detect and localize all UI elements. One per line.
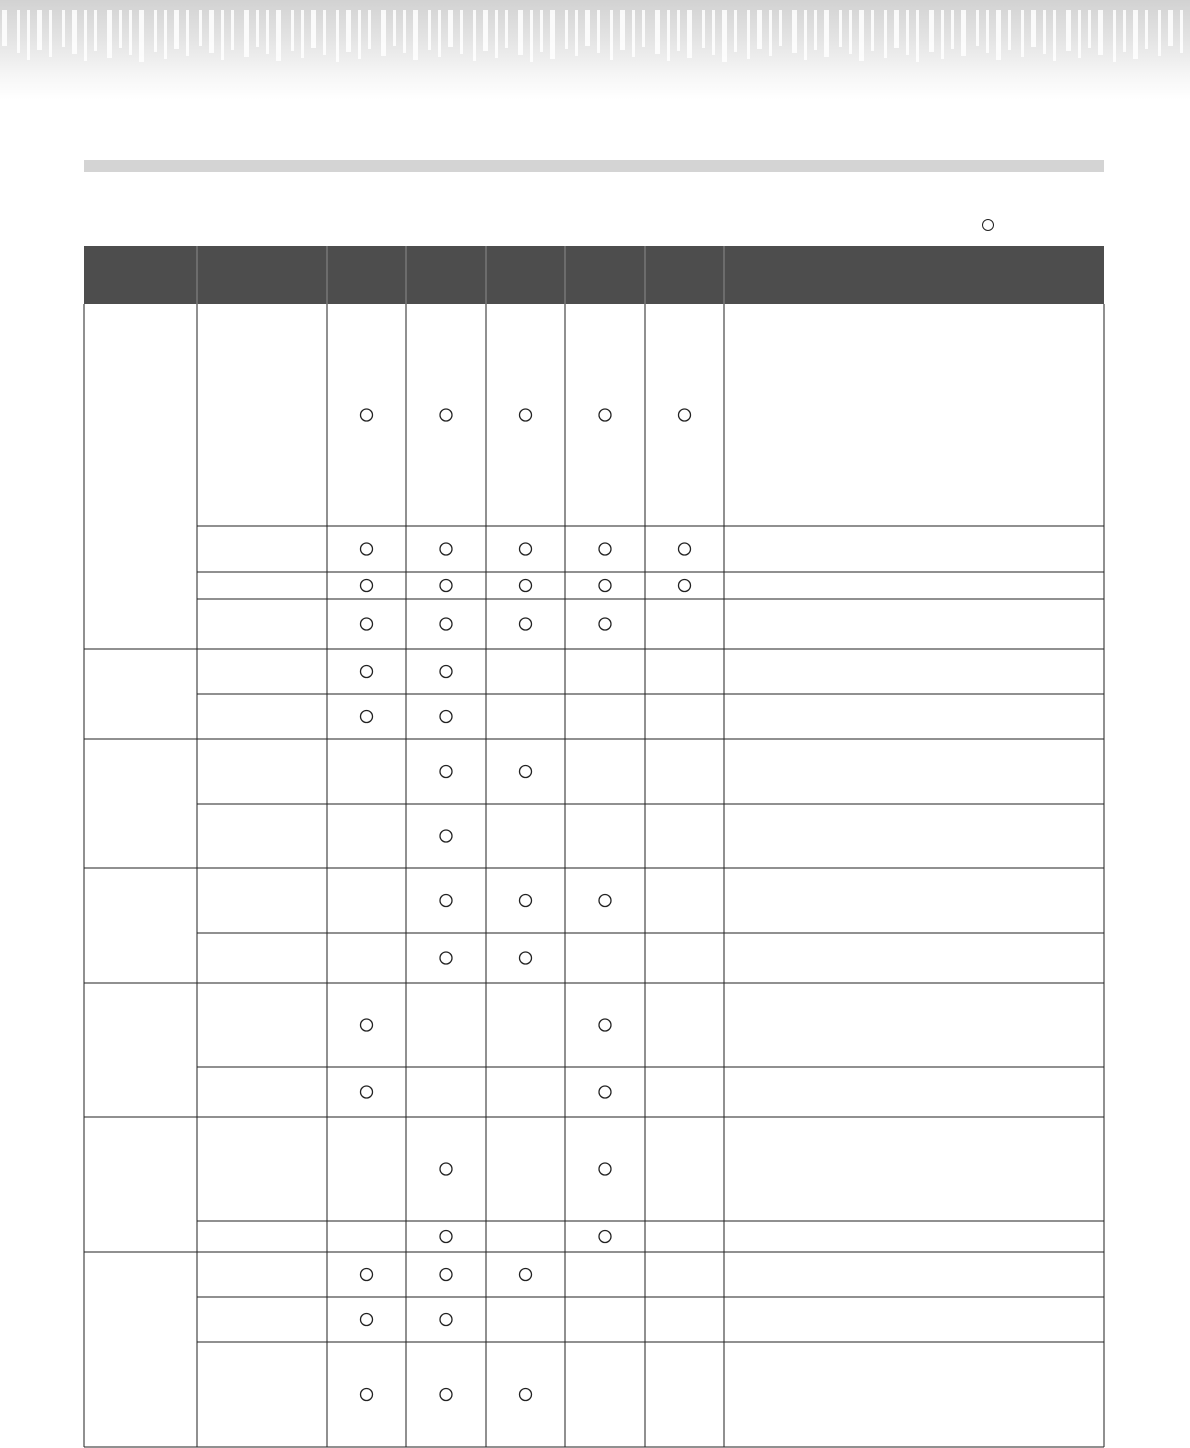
- circle-mark-icon: [520, 766, 532, 778]
- circle-mark-icon: [440, 543, 452, 555]
- circle-mark-icon: [361, 1086, 373, 1098]
- circle-mark-icon: [520, 618, 532, 630]
- circle-mark-icon: [440, 711, 452, 723]
- circle-mark-icon: [440, 895, 452, 907]
- circle-mark-icon: [599, 895, 611, 907]
- circle-mark-icon: [599, 1231, 611, 1243]
- circle-mark-icon: [679, 409, 691, 421]
- circle-mark-icon: [440, 1163, 452, 1175]
- circle-mark-icon: [440, 1389, 452, 1401]
- circle-mark-icon: [679, 580, 691, 592]
- circle-mark-icon: [440, 952, 452, 964]
- circle-mark-icon: [599, 1163, 611, 1175]
- circle-mark-icon: [361, 409, 373, 421]
- circle-mark-icon: [361, 1019, 373, 1031]
- table-header-row: [84, 246, 1104, 304]
- circle-mark-icon: [361, 666, 373, 678]
- circle-mark-icon: [440, 1231, 452, 1243]
- circle-mark-icon: [520, 580, 532, 592]
- circle-mark-icon: [361, 1269, 373, 1281]
- circle-mark-icon: [440, 580, 452, 592]
- circle-mark-icon: [599, 618, 611, 630]
- circle-mark-icon: [440, 1269, 452, 1281]
- circle-mark-icon: [361, 1314, 373, 1326]
- circle-mark-icon: [440, 766, 452, 778]
- circle-mark-icon: [361, 711, 373, 723]
- circle-mark-icon: [679, 543, 691, 555]
- circle-mark-icon: [440, 666, 452, 678]
- circle-mark-icon: [440, 1314, 452, 1326]
- circle-mark-icon: [520, 1269, 532, 1281]
- circle-mark-icon: [440, 409, 452, 421]
- circle-mark-icon: [440, 618, 452, 630]
- circle-mark-icon: [361, 543, 373, 555]
- circle-mark-icon: [599, 409, 611, 421]
- circle-mark-icon: [520, 409, 532, 421]
- circle-mark-icon: [599, 543, 611, 555]
- circle-mark-icon: [599, 1086, 611, 1098]
- circle-mark-icon: [520, 952, 532, 964]
- circle-mark-icon: [361, 1389, 373, 1401]
- circle-mark-icon: [599, 1019, 611, 1031]
- circle-mark-icon: [520, 895, 532, 907]
- circle-mark-icon: [599, 580, 611, 592]
- circle-mark-icon: [520, 1389, 532, 1401]
- circle-mark-icon: [361, 580, 373, 592]
- circle-mark-icon: [361, 618, 373, 630]
- table-body: [84, 304, 1104, 1447]
- circle-mark-icon: [520, 543, 532, 555]
- circle-mark-icon: [440, 830, 452, 842]
